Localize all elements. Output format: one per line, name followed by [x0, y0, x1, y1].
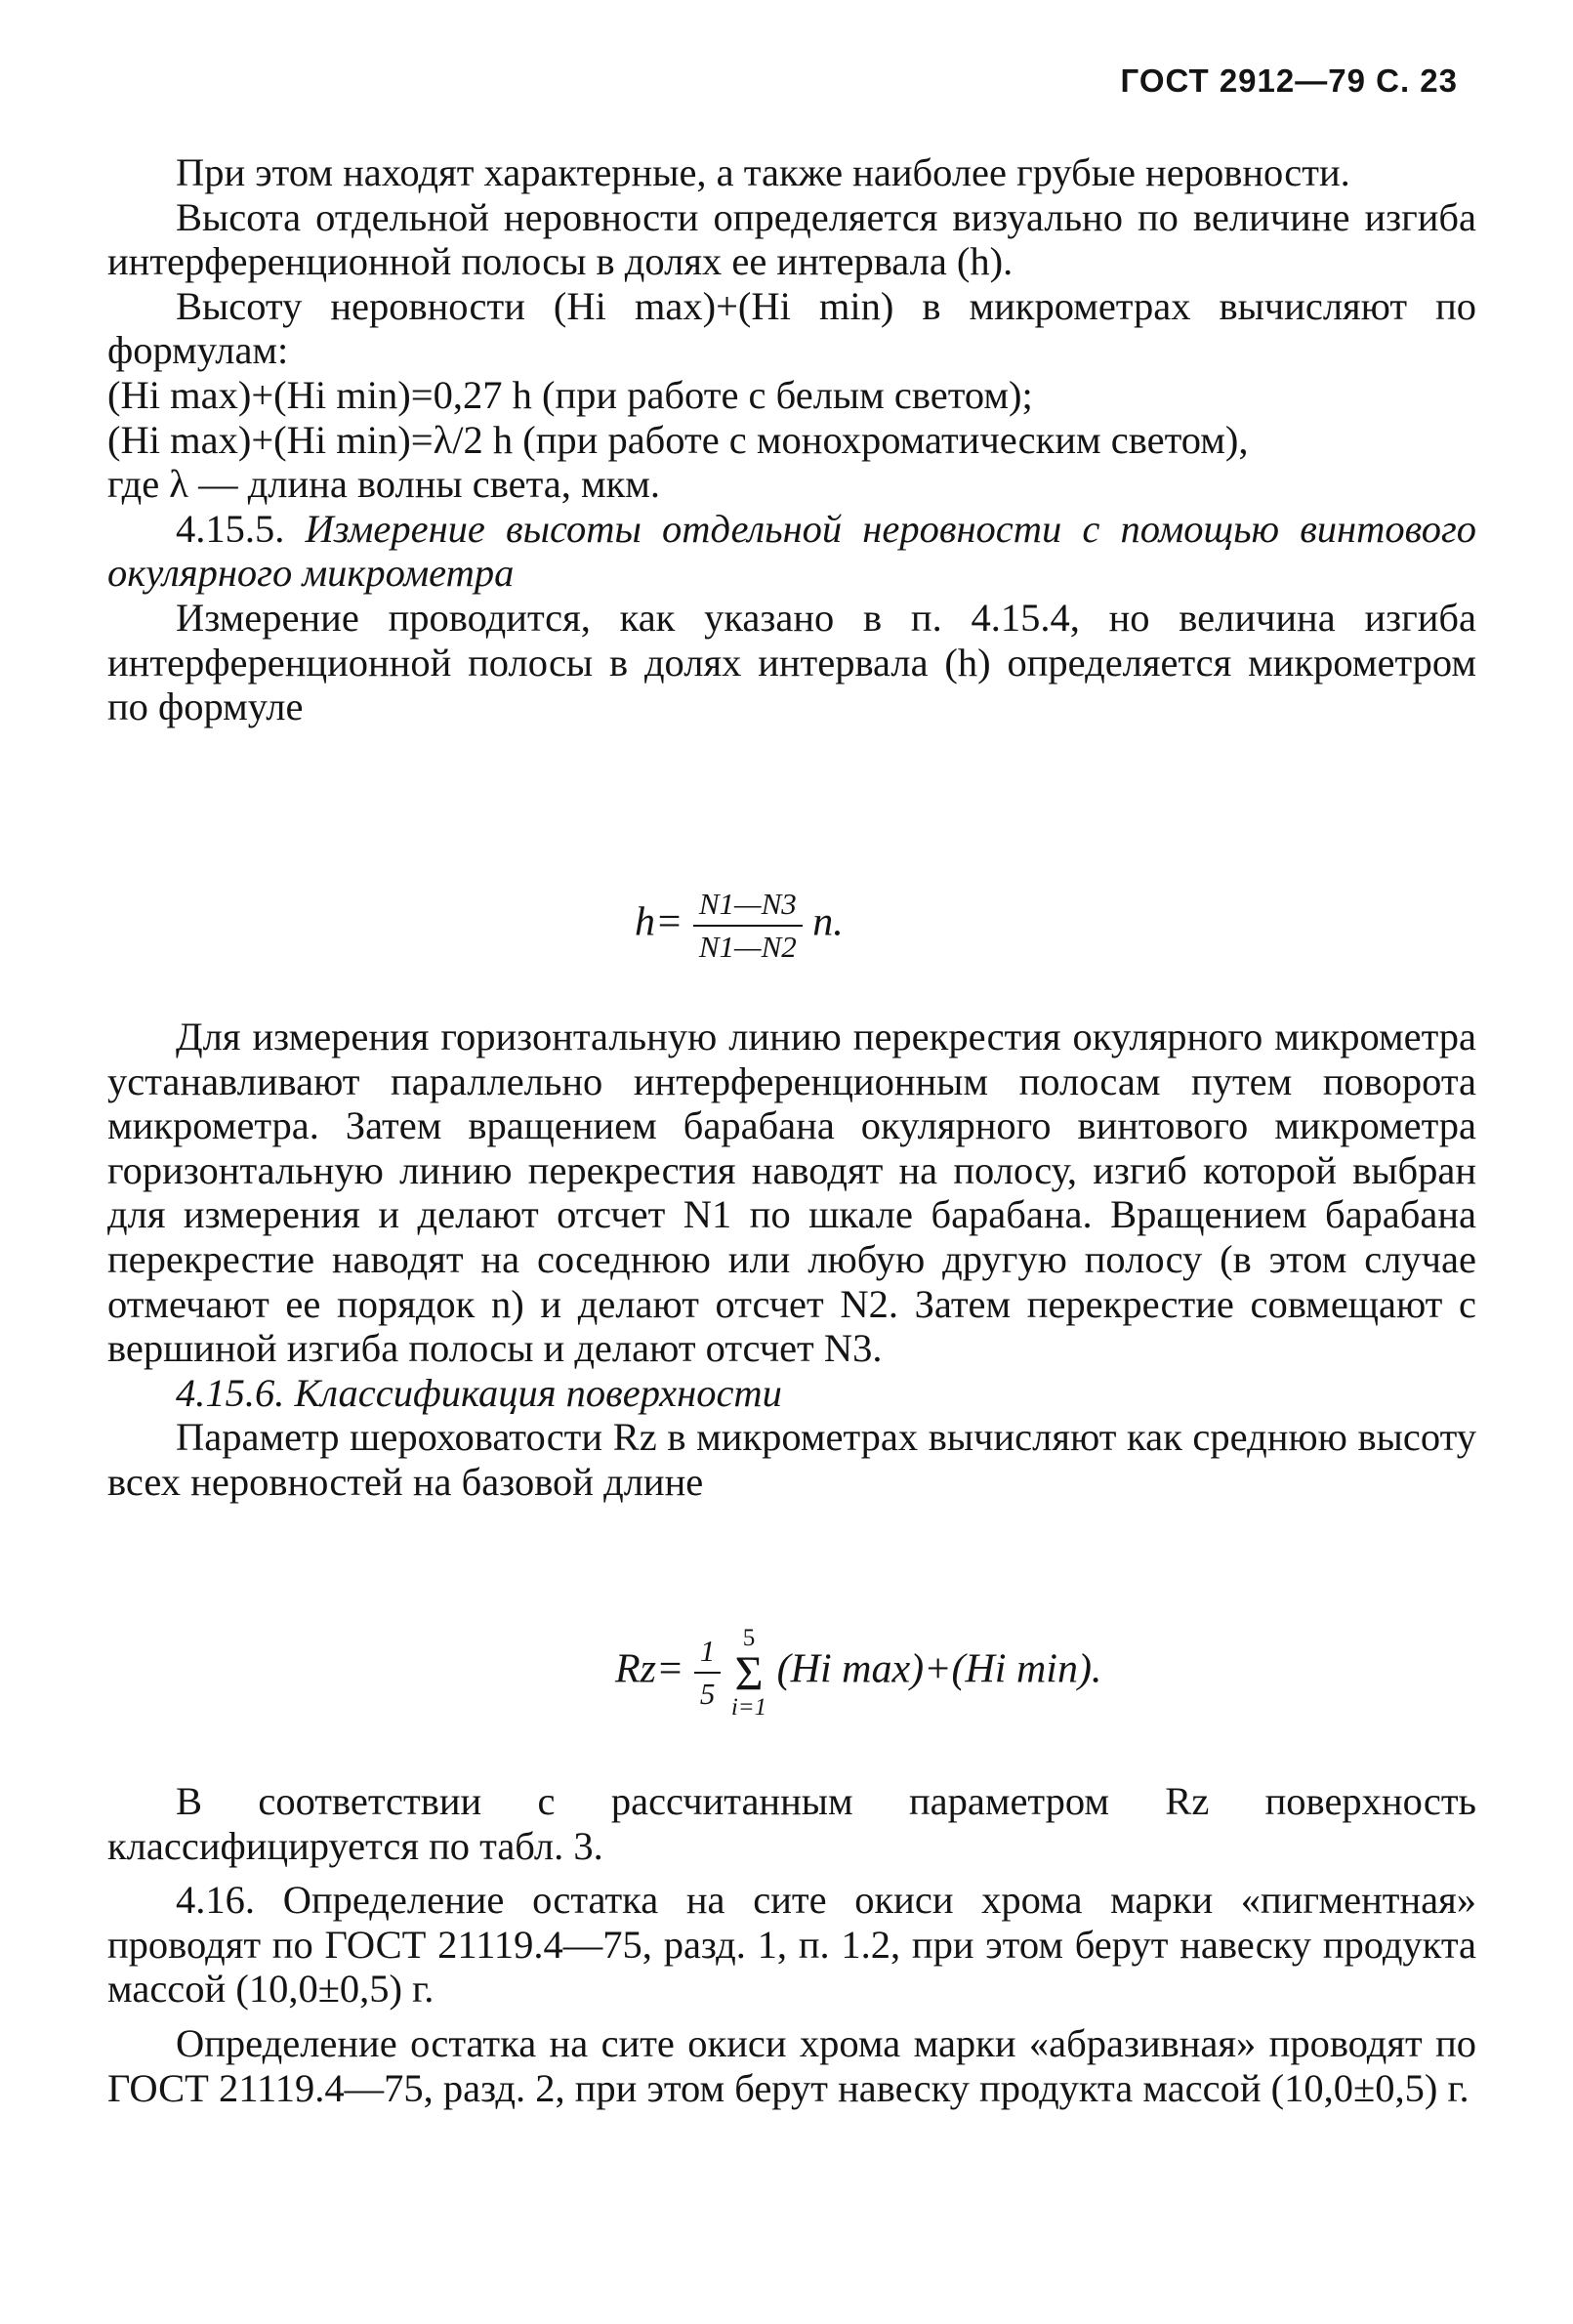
formula-line-white-light: (Hi max)+(Hi min)=0,27 h (при работе с белым светом); [107, 372, 1033, 417]
lambda-definition: где λ — длина волны света, мкм. [107, 462, 661, 507]
formula-h-fraction [693, 887, 803, 965]
text-block-1 [107, 150, 1476, 729]
paragraph-1: При этом находят характерные, а также наиболее грубые неровности. [176, 150, 1350, 194]
section-4-15-5 [107, 507, 1476, 596]
sum-sign [731, 1626, 766, 1720]
text-block-3 [107, 1779, 1476, 2110]
formula-rz-lhs: Rz= [615, 1646, 684, 1692]
paragraph-9: Параметр шероховатости Rz в микрометрах вычисляют как среднюю высоту всех неровностей на базовой длине [107, 1415, 1476, 1504]
formula-rz-frac-num: 1 [694, 1634, 722, 1674]
paragraph-12: Определение остатка на сите окиси хрома марки «абразивная» проводят по ГОСТ 21119.4—75, разд. 2, при этом берут навеску продукта массой (10,0±0,5) г. [107, 2020, 1476, 2110]
paragraph-11: 4.16. Определение остатка на сите окиси хрома марки «пигментная» проводят по ГОСТ 21119.4—75, разд. 1, п. 1.2, при этом берут навеску продукта массой (10,0±0,5) г. [107, 1878, 1476, 2012]
sum-upper-limit: 5 [742, 1625, 756, 1651]
paragraph-10: В соответствии с рассчитанным параметром Rz поверхность классифицируется по табл. 3. [107, 1779, 1476, 1868]
section-title: Классификация поверхности [294, 1370, 782, 1415]
sum-lower-limit: i=1 [730, 1694, 767, 1721]
formula-h-lhs: h= [635, 899, 683, 945]
formula-h [635, 887, 844, 965]
text-block-2 [107, 1015, 1476, 1505]
formula-h-denominator: N1—N2 [698, 930, 797, 964]
section-number: 4.15.5. [176, 506, 285, 551]
formula-rz [615, 1626, 1101, 1720]
paragraph-3: Высоту неровности (Hi max)+(Hi min) в микрометрах вычисляют по формулам: [107, 283, 1476, 373]
formula-rz-frac-den: 5 [699, 1677, 716, 1711]
section-4-15-6 [107, 1371, 1476, 1416]
section-number: 4.15.6. [176, 1370, 285, 1415]
formula-h-numerator: N1—N3 [693, 887, 803, 927]
sigma-icon: Σ [734, 1645, 764, 1700]
formula-line-monochrome: (Hi max)+(Hi min)=λ/2 h (при работе с монохроматическим светом), [107, 417, 1249, 462]
formula-h-tail: n. [812, 899, 844, 945]
paragraph-7: Измерение проводится, как указано в п. 4.15.4, но величина изгиба интерференционной полосы в долях интервала (h) определяется микрометром по формуле [107, 595, 1476, 729]
paragraph-8: Для измерения горизонтальную линию перекрестия окулярного микрометра устанавливают параллельно интерференционным полосам путем поворота микрометра. Затем вращением барабана окулярного винтового микрометра горизонтальную линию перекрестия наводят на полосу, изгиб которой выбран для измерения и делают отсчет N1 по шкале барабана. Вращением барабана перекрестие наводят на соседнюю или любую другую полосу (в этом случае отмечают ее порядок n) и делают отсчет N2. Затем перекрестие совмещают с вершиной изгиба полосы и делают отсчет N3. [107, 1015, 1476, 1371]
formula-rz-body: (Hi max)+(Hi min). [776, 1646, 1102, 1692]
formula-rz-fraction [694, 1634, 722, 1712]
paragraph-2: Высота отдельной неровности определяется визуально по величине изгиба интерференционной полосы в долях ее интервала (h). [107, 194, 1476, 284]
section-title: Измерение высоты отдельной неровности с помощью винтового окулярного микрометра [107, 506, 1476, 596]
running-head: ГОСТ 2912—79 С. 23 [1120, 62, 1458, 99]
